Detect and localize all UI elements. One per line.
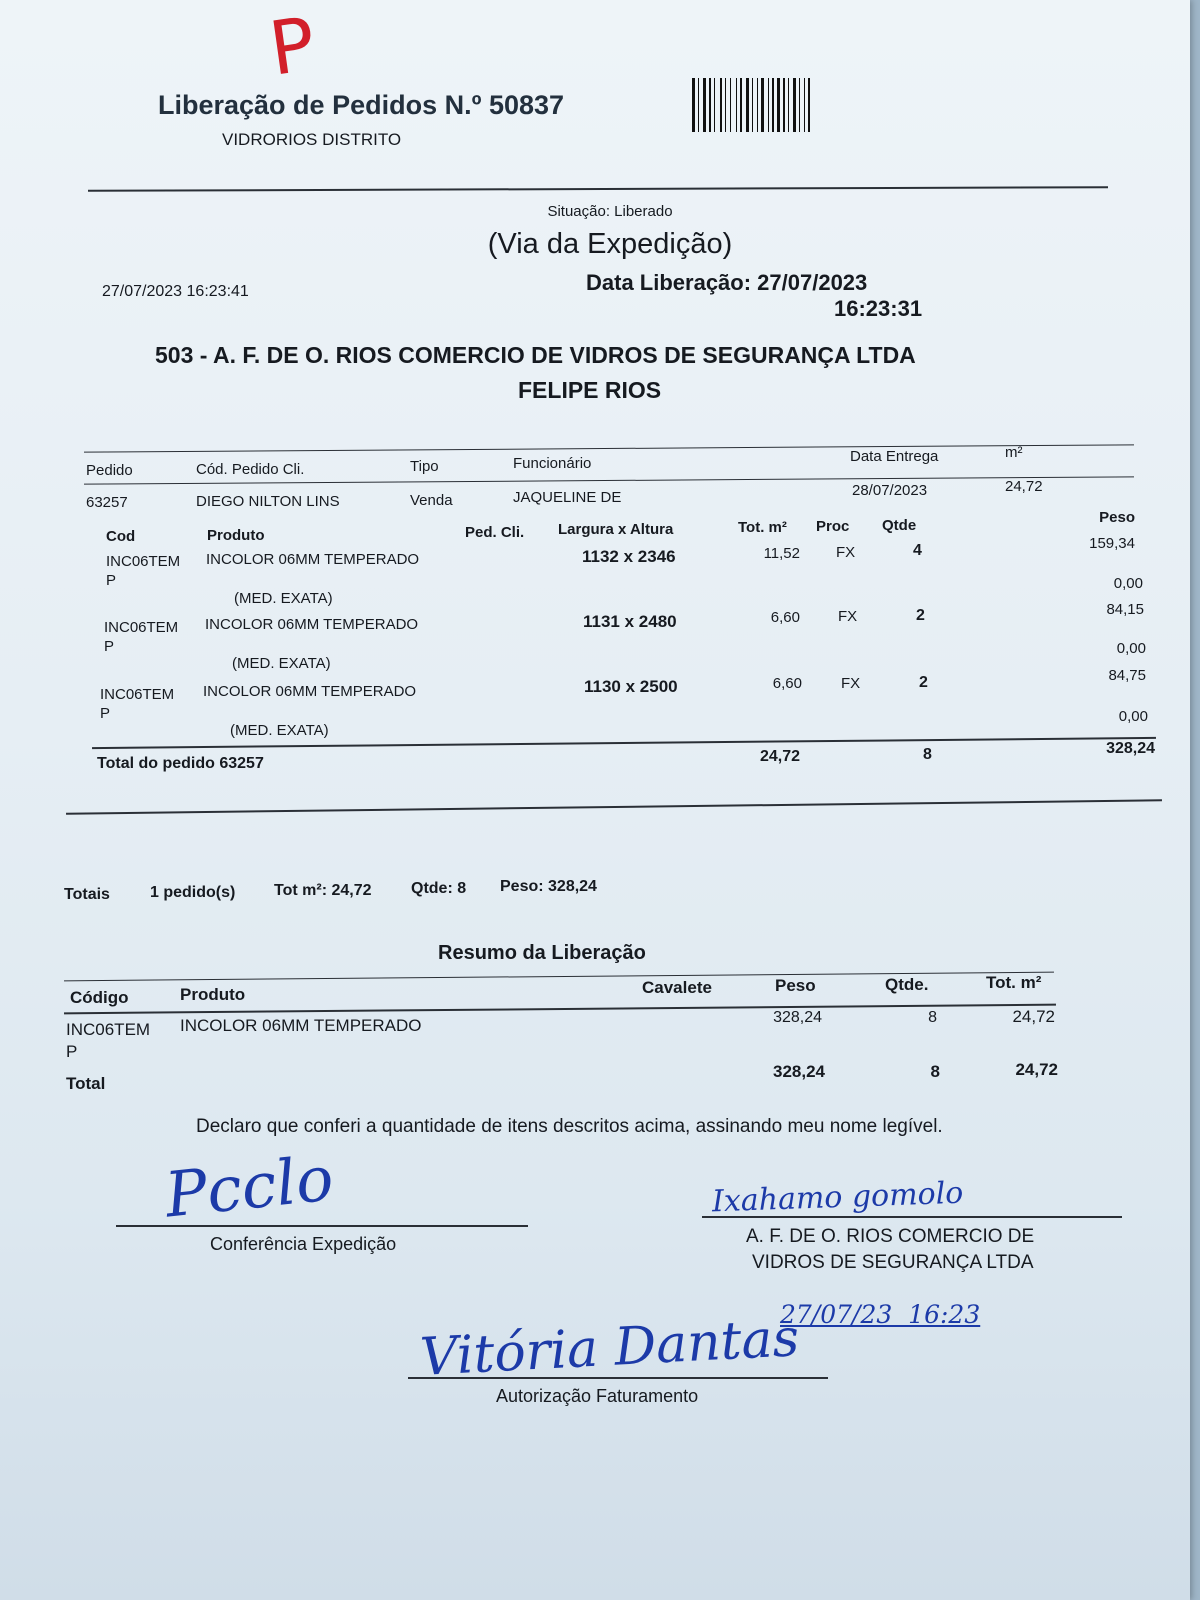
autorizacao-label: Autorização Faturamento	[496, 1386, 699, 1406]
item-code: INC06TEM	[106, 553, 181, 570]
summary-peso: 328,24	[773, 1009, 822, 1026]
summary-title: Resumo da Liberação	[438, 942, 646, 964]
item-proc: FX	[838, 608, 858, 625]
order-client-code: DIEGO NILTON LINS	[196, 493, 340, 510]
col-header-pedido: Pedido	[86, 462, 133, 479]
status-text: Situação: Liberado	[547, 203, 673, 220]
summary-qtde: 8	[928, 1009, 937, 1026]
handwritten-signature-conferencia: Pcclo	[161, 1141, 337, 1232]
item-dims: 1130 x 2500	[584, 677, 678, 696]
item-peso: 84,75	[1108, 667, 1146, 684]
summary-header-cavalete: Cavalete	[642, 978, 712, 997]
totals-pedidos: 1 pedido(s)	[150, 884, 236, 901]
item-header-produto: Produto	[207, 527, 265, 544]
col-header-data-entrega: Data Entrega	[850, 448, 939, 465]
item-proc: FX	[841, 675, 861, 692]
totals-label: Totais	[64, 886, 110, 903]
summary-total-qtde: 8	[930, 1062, 940, 1081]
item-header-proc: Proc	[816, 518, 850, 535]
item-header-tot-m2: Tot. m²	[738, 519, 787, 536]
order-total-m2: 24,72	[760, 748, 801, 765]
company-signature-line1: A. F. DE O. RIOS COMERCIO DE	[746, 1226, 1035, 1247]
item-obs: (MED. EXATA)	[232, 655, 331, 672]
summary-code-cont: P	[66, 1042, 78, 1061]
item-obs: (MED. EXATA)	[230, 722, 329, 739]
page-title: Liberação de Pedidos N.º 50837	[158, 90, 565, 120]
summary-total-label: Total	[66, 1074, 106, 1093]
summary-header-produto: Produto	[180, 985, 246, 1004]
copy-label: (Via da Expedição)	[487, 228, 733, 260]
item-header-ped-cli: Ped. Cli.	[465, 524, 525, 541]
item-tot-m2: 6,60	[770, 609, 800, 626]
summary-code: INC06TEM	[66, 1020, 151, 1039]
item-code: INC06TEM	[104, 619, 179, 636]
header-divider	[88, 186, 1108, 192]
handwritten-mark: P	[264, 1, 321, 93]
item-code-cont: P	[106, 572, 117, 589]
item-proc: FX	[836, 544, 856, 561]
release-time: 16:23:31	[834, 296, 923, 321]
printed-timestamp: 27/07/2023 16:23:41	[102, 283, 249, 300]
totals-m2: Tot m²: 24,72	[274, 882, 372, 899]
summary-total-peso: 328,24	[773, 1062, 825, 1081]
summary-header-qtde: Qtde.	[885, 975, 929, 994]
col-header-funcionario: Funcionário	[513, 455, 592, 472]
item-qtde: 2	[916, 607, 925, 624]
item-code-cont: P	[104, 638, 115, 655]
order-number: 63257	[86, 494, 128, 511]
order-section-end-line	[66, 799, 1162, 814]
col-header-tipo: Tipo	[410, 458, 439, 475]
item-product: INCOLOR 06MM TEMPERADO	[205, 616, 419, 633]
item-peso-secondary: 0,00	[1118, 708, 1148, 725]
client-contact: FELIPE RIOS	[518, 377, 662, 403]
item-dims: 1132 x 2346	[582, 547, 676, 566]
order-delivery-date: 28/07/2023	[852, 482, 928, 499]
signature-line-company	[702, 1216, 1122, 1218]
summary-product: INCOLOR 06MM TEMPERADO	[180, 1016, 422, 1035]
item-obs: (MED. EXATA)	[234, 590, 333, 607]
summary-header-tot-m2: Tot. m²	[986, 973, 1042, 992]
handwritten-date: 27/07/23 16:23	[780, 1300, 981, 1329]
item-header-dims: Largura x Altura	[558, 521, 674, 538]
client-name: 503 - A. F. DE O. RIOS COMERCIO DE VIDROS DE SEGURANÇA LTDA	[155, 342, 916, 368]
summary-header-codigo: Código	[70, 988, 129, 1007]
conferencia-label: Conferência Expedição	[210, 1234, 397, 1254]
item-header-cod: Cod	[106, 528, 136, 545]
col-header-m2: m²	[1005, 444, 1023, 461]
item-tot-m2: 11,52	[763, 545, 800, 562]
item-product: INCOLOR 06MM TEMPERADO	[206, 551, 420, 568]
order-total-peso: 328,24	[1106, 740, 1155, 757]
declaration-text: Declaro que conferi a quantidade de itens descritos acima, assinando meu nome legível.	[196, 1116, 943, 1137]
item-header-qtde: Qtde	[882, 517, 917, 534]
order-total-label: Total do pedido 63257	[97, 755, 264, 772]
summary-total-m2: 24,72	[1015, 1060, 1058, 1079]
item-peso-secondary: 0,00	[1113, 575, 1143, 592]
signature-line-autorizacao	[408, 1377, 828, 1379]
barcode	[692, 78, 872, 132]
order-type: Venda	[410, 492, 453, 509]
item-peso: 159,34	[1089, 535, 1135, 552]
order-employee: JAQUELINE DE	[513, 489, 622, 506]
item-peso: 84,15	[1106, 601, 1144, 618]
totals-peso: Peso: 328,24	[500, 878, 597, 895]
order-m2: 24,72	[1005, 478, 1043, 495]
item-header-peso: Peso	[1099, 509, 1135, 526]
item-qtde: 4	[913, 542, 922, 559]
company-signature-line2: VIDROS DE SEGURANÇA LTDA	[752, 1252, 1034, 1273]
item-dims: 1131 x 2480	[583, 612, 677, 631]
item-product: INCOLOR 06MM TEMPERADO	[203, 683, 417, 700]
item-peso-secondary: 0,00	[1116, 640, 1146, 657]
company-short-name: VIDRORIOS DISTRITO	[222, 130, 402, 149]
col-header-cod-cli: Cód. Pedido Cli.	[196, 461, 305, 478]
summary-tot-m2: 24,72	[1012, 1007, 1055, 1026]
handwritten-signature-company: Ixahamo gomolo	[711, 1175, 964, 1220]
summary-header-peso: Peso	[775, 976, 816, 995]
item-tot-m2: 6,60	[772, 675, 802, 692]
handwritten-signature-autorizacao: Vitória Dantas	[418, 1308, 801, 1388]
totals-qtde: Qtde: 8	[411, 880, 467, 897]
item-code-cont: P	[100, 705, 111, 722]
item-qtde: 2	[919, 674, 928, 691]
release-date: Data Liberação: 27/07/2023	[586, 270, 868, 295]
item-code: INC06TEM	[100, 686, 175, 703]
order-table-top-line	[84, 444, 1134, 452]
signature-line-conferencia	[116, 1225, 528, 1227]
order-total-qtde: 8	[923, 746, 932, 763]
